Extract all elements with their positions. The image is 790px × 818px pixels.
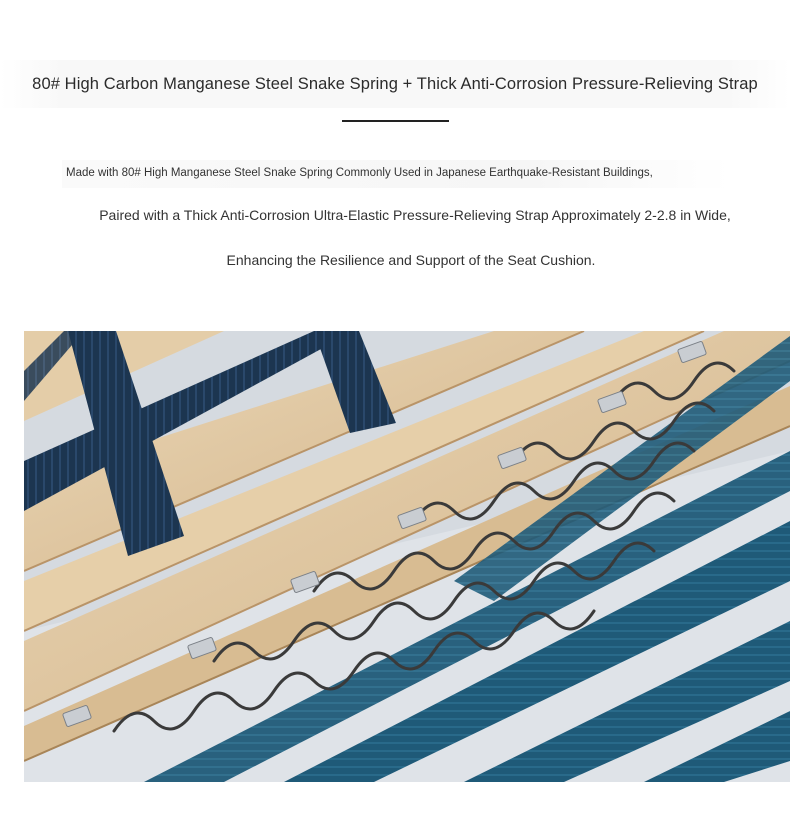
description-line-1: Made with 80# High Manganese Steel Snake Spring Commonly Used in Japanese Earthquake-Resistant Buildings, <box>66 167 653 179</box>
product-photo <box>24 331 790 782</box>
section-heading <box>0 60 790 108</box>
description-line-2: Paired with a Thick Anti-Corrosion Ultra-Elastic Pressure-Relieving Strap Approximately 2-2.8 in Wide, <box>99 207 731 223</box>
heading-title: 80# High Carbon Manganese Steel Snake Spring + Thick Anti-Corrosion Pressure-Relieving Strap <box>32 74 758 93</box>
description-line-3: Enhancing the Resilience and Support of the Seat Cushion. <box>226 252 596 268</box>
sofa-frame-illustration <box>24 331 790 782</box>
heading-underline <box>342 120 449 122</box>
description-line-1-box <box>62 160 730 188</box>
